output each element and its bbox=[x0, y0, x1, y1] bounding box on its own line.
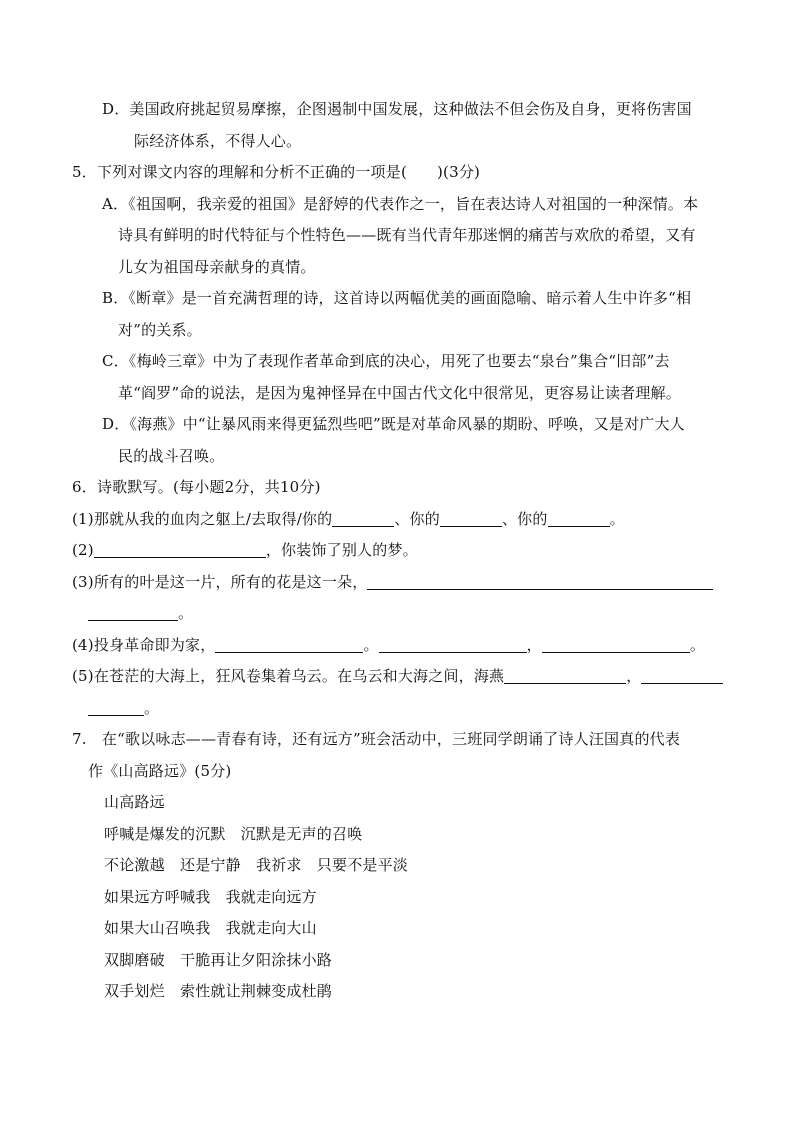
q6-sub4-blank-2[interactable] bbox=[379, 637, 527, 653]
q6-sub4 bbox=[72, 630, 722, 662]
q6-sub3-blank-1[interactable] bbox=[367, 574, 713, 590]
q7-poem-line: 双手划烂 索性就让荆棘变成杜鹃 bbox=[104, 982, 333, 1000]
q6-stem: 6．诗歌默写。(每小题2分，共10分) bbox=[72, 478, 321, 496]
q6-sub2-text-a: (2) bbox=[72, 541, 94, 559]
q6-sub1-blank-1[interactable] bbox=[332, 511, 394, 527]
q6-sub5-line2 bbox=[72, 693, 722, 725]
q5-stem bbox=[72, 157, 722, 189]
q6-sub1-text-d: 。 bbox=[609, 509, 625, 528]
q5-stem-prefix: 5．下列对课文内容的理解和分析不正确的一项是( bbox=[72, 163, 407, 181]
q6-sub4-text-a: (4)投身革命即为家， bbox=[72, 635, 216, 654]
q6-sub1-blank-3[interactable] bbox=[548, 511, 610, 527]
q7-poem-line: 如果远方呼喊我 我就走向远方 bbox=[104, 887, 317, 906]
q5-option-d-line2: 民的战斗召唤。 bbox=[118, 446, 225, 465]
q6-sub4-text-d: 。 bbox=[689, 635, 706, 654]
q7-poem-line: 双脚磨破 干脆再让夕阳涂抹小路 bbox=[104, 950, 333, 969]
q6-sub5-text-b: ， bbox=[626, 667, 642, 685]
q6-sub5-line1 bbox=[72, 661, 722, 693]
q5-option-a-line2: 诗具有鲜明的时代特征与个性特色——既有当代青年那迷惘的痛苦与欢欣的希望，又有 bbox=[118, 226, 696, 244]
q6-sub5-text-c: 。 bbox=[144, 698, 160, 717]
q6-sub2-blank-1[interactable] bbox=[94, 542, 266, 558]
q6-sub2 bbox=[72, 535, 722, 567]
q7-stem-line1: 7. 在“歌以咏志——青春有诗，还有远方”班会活动中，三班同学朗诵了诗人汪国真的代表 bbox=[72, 730, 681, 748]
q5-option-d-line1: D．《海燕》中“让暴风雨来得更猛烈些吧”既是对革命风暴的期盼、呼唤，又是对广大人 bbox=[102, 415, 685, 433]
q6-sub3-text-a: (3)所有的叶是这一片，所有的花是这一朵， bbox=[72, 572, 368, 591]
q6-sub1 bbox=[72, 504, 722, 536]
q6-sub5-blank-1[interactable] bbox=[504, 668, 626, 684]
q7-poem-line: 如果大山召唤我 我就走向大山 bbox=[104, 919, 317, 937]
q5-option-b-line1: B．《断章》是一首充满哲理的诗，这首诗以两幅优美的画面隐喻、暗示着人生中许多“相 bbox=[102, 289, 692, 307]
q7-poem-title: 山高路远 bbox=[104, 793, 165, 811]
q7-poem-line: 呼喊是爆发的沉默 沉默是无声的召唤 bbox=[104, 824, 363, 843]
q6-sub1-text-b: 、你的 bbox=[394, 509, 440, 528]
q6-sub1-blank-2[interactable] bbox=[440, 511, 502, 527]
q7-stem-line2: 作《山高路远》(5分) bbox=[88, 761, 232, 780]
q5-option-c-line2: 革“阎罗”命的说法，是因为鬼神怪异在中国古代文化中很常见，更容易让读者理解。 bbox=[118, 383, 681, 402]
q6-sub4-blank-1[interactable] bbox=[215, 637, 363, 653]
q5-option-a-line3: 儿女为祖国母亲献身的真情。 bbox=[118, 257, 316, 276]
q4-option-d-line1: D．美国政府挑起贸易摩擦，企图遏制中国发展，这种做法不但会伤及自身，更将伤害国 bbox=[102, 100, 692, 118]
q5-option-a-line1: A．《祖国啊，我亲爱的祖国》是舒婷的代表作之一，旨在表达诗人对祖国的一种深情。本 bbox=[102, 194, 699, 213]
q6-sub5-blank-2[interactable] bbox=[641, 668, 723, 684]
q5-stem-suffix: )(3分) bbox=[437, 163, 481, 181]
q5-option-c-line1: C．《梅岭三章》中为了表现作者革命到底的决心，用死了也要去“泉台”集合“旧部”去 bbox=[102, 352, 670, 370]
q6-sub4-text-c: ， bbox=[526, 635, 542, 654]
q6-sub3-line1 bbox=[72, 567, 722, 599]
q6-sub4-blank-3[interactable] bbox=[542, 637, 690, 653]
q6-sub1-text-a: (1)那就从我的血肉之躯上/去取得/你的 bbox=[72, 509, 333, 528]
q6-sub3-line2 bbox=[72, 598, 722, 630]
q6-sub4-text-b: 。 bbox=[363, 635, 379, 654]
q6-sub5-blank-3[interactable] bbox=[88, 700, 144, 716]
q6-sub5-text-a: (5)在苍茫的大海上，狂风卷集着乌云。在乌云和大海之间，海燕 bbox=[72, 667, 505, 685]
q5-option-b-line2: 对”的关系。 bbox=[118, 320, 202, 339]
q7-poem-line: 不论激越 还是宁静 我祈求 只要不是平淡 bbox=[104, 856, 409, 874]
q6-sub1-text-c: 、你的 bbox=[501, 509, 548, 528]
q6-sub2-text-b: ，你装饰了别人的梦。 bbox=[265, 541, 418, 559]
q4-option-d-line2: 际经济体系，不得人心。 bbox=[134, 131, 302, 150]
q6-sub3-blank-2[interactable] bbox=[88, 605, 178, 621]
q6-sub3-text-b: 。 bbox=[178, 604, 194, 622]
